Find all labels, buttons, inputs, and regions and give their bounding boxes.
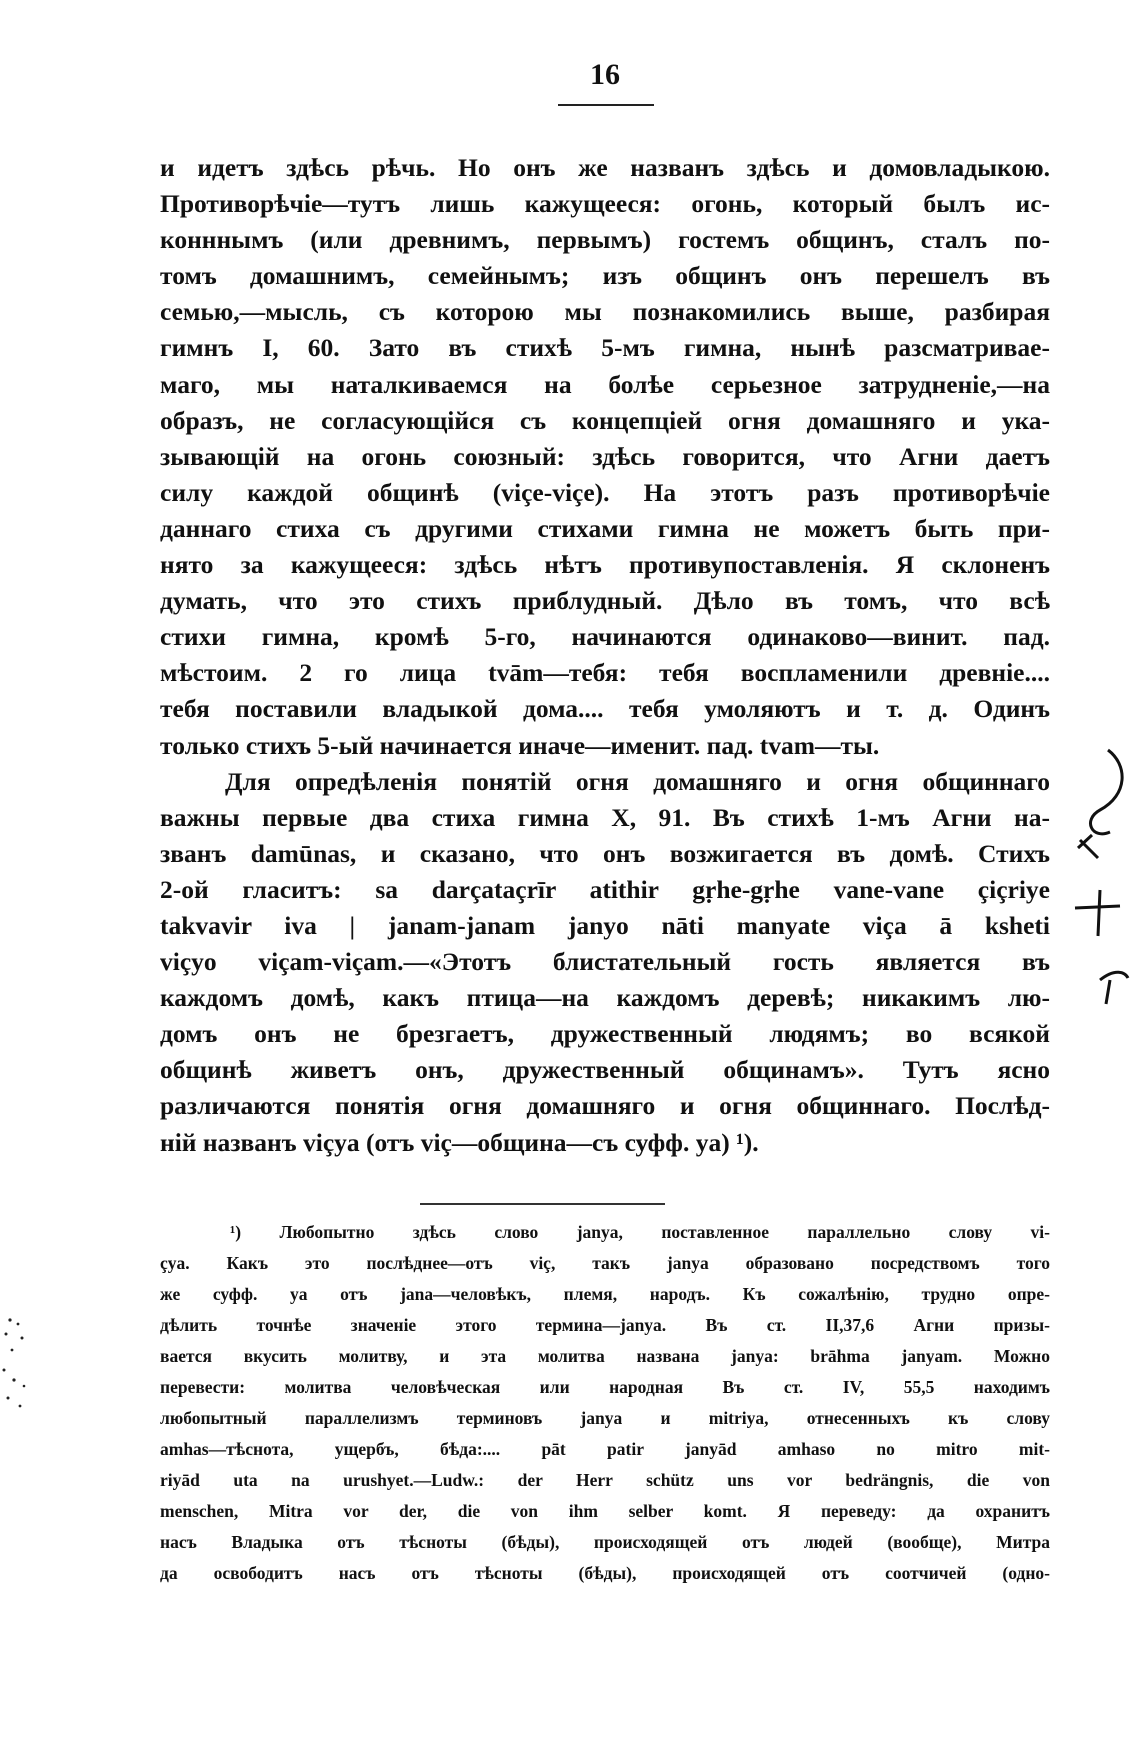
body-line: домъ онъ не брезгаетъ, дружественный людямъ; во всякой	[160, 1019, 1050, 1049]
body-text	[160, 150, 1050, 1161]
body-line: ній названъ viçya (отъ viç—община—съ суфф. ya) ¹).	[160, 1127, 759, 1157]
body-line: каждомъ домѣ, какъ птица—на каждомъ деревѣ; никакимъ лю-	[160, 983, 1050, 1013]
body-line: семью,—мысль, съ которою мы познакомились выше, разбирая	[160, 297, 1050, 327]
footnote-rule	[420, 1203, 665, 1205]
body-line: маго, мы наталкиваемся на болѣе серьезное затрудненіе,—на	[160, 369, 1050, 399]
body-line: Для опредѣленія понятій огня домашняго и огня общиннаго	[225, 766, 1050, 796]
footnote-line: çya. Какъ это послѣднее—отъ viç, такъ janya образовано посредствомъ того	[160, 1253, 1050, 1273]
footnote-line: menschen, Mitra vor der, die von ihm selber komt. Я переведу: да охранитъ	[160, 1501, 1050, 1521]
body-line: даннаго стиха съ другими стихами гимна не можетъ быть при-	[160, 513, 1050, 543]
body-line: важны первые два стиха гимна X, 91. Въ стихѣ 1-мъ Агни на-	[160, 802, 1050, 832]
body-line: и идетъ здѣсь рѣчь. Но онъ же названъ здѣсь и домовладыкою.	[160, 153, 1050, 182]
footnote-line: riyād uta na urushyet.—Ludw.: der Herr schütz uns vor bedrängnis, die von	[160, 1470, 1050, 1490]
body-line: 2-ой гласитъ: sa darçataçrīr atithir gṛhe-gṛhe vane-vane çiçriye	[160, 874, 1050, 904]
footnote-line: любопытный параллелизмъ терминовъ janya и mitriya, отнесенныхъ къ слову	[160, 1408, 1050, 1428]
body-line: званъ damūnas, и сказано, что онъ возжигается въ домѣ. Стихъ	[160, 838, 1050, 868]
footnote-line: перевести: молитва человѣческая или народная Въ ст. IV, 55,5 находимъ	[160, 1377, 1050, 1397]
footnote-line: дѣлить точнѣе значеніе этого термина—janya. Въ ст. II,37,6 Агни призы-	[160, 1315, 1050, 1335]
body-line: takvavir iva | janam-janam janyo nāti manyate viça ā ksheti	[160, 910, 1050, 940]
body-line: стихи гимна, кромѣ 5-го, начинаются одинаково—винит. пад.	[160, 622, 1050, 652]
footnote-line: ¹) Любопытно здѣсь слово janya, поставленное параллельно слову vi-	[230, 1222, 1050, 1242]
body-line: зывающій на огонь союзный: здѣсь говорится, что Агни даетъ	[160, 441, 1050, 471]
footnote-line: вается вкусить молитву, и эта молитва названа janya: brāhma janyam. Можно	[160, 1346, 1050, 1366]
body-line: Противорѣчіе—тутъ лишь кажущееся: огонь, который былъ ис-	[160, 189, 1050, 219]
body-line: конннымъ (или древнимъ, первымъ) гостемъ общинъ, сталъ по-	[160, 225, 1050, 255]
body-line: думать, что это стихъ приблудный. Дѣло въ томъ, что всѣ	[160, 586, 1050, 616]
body-line: различаются понятія огня домашняго и огня общиннаго. Послѣд-	[160, 1091, 1050, 1121]
footnote-line: да освободитъ насъ отъ тѣсноты (бѣды), происходящей отъ соотчичей (одно-	[160, 1563, 1050, 1583]
stray-print-marks	[0, 1310, 40, 1420]
body-line: гимнъ I, 60. Зато въ стихѣ 5-мъ гимна, нынѣ разсматривае-	[160, 333, 1050, 363]
body-line: нято за кажущееся: здѣсь нѣтъ противупоставленія. Я склоненъ	[160, 550, 1050, 580]
body-line: общинѣ живетъ онъ, дружественный общинамъ». Тутъ ясно	[160, 1055, 1050, 1085]
body-line: viçyo viçam-viçam.—«Этотъ блистательный гость является въ	[160, 947, 1050, 977]
body-line: только стихъ 5-ый начинается иначе—именит. пад. tvam—ты.	[160, 730, 880, 760]
page-number: 16	[590, 58, 620, 91]
page-number-rule	[558, 104, 654, 106]
body-line: образъ, не согласующійся съ концепціей огня домашняго и ука-	[160, 405, 1050, 435]
footnote-line: amhas—тѣснота, ущербъ, бѣда:.... pāt patir janyād amhaso no mitro mit-	[160, 1439, 1050, 1459]
handwritten-margin-marks	[1070, 740, 1135, 1040]
footnote-line: же суфф. ya отъ jana—человѣкъ, племя, народъ. Къ сожалѣнію, трудно опре-	[160, 1284, 1050, 1304]
body-line: силу каждой общинѣ (viçe-viçe). На этотъ разъ противорѣчіе	[160, 477, 1050, 507]
body-line: томъ домашнимъ, семейнымъ; изъ общинъ онъ перешелъ въ	[160, 261, 1050, 291]
body-line: тебя поставили владыкой дома.... тебя умоляютъ и т. д. Одинъ	[160, 694, 1050, 724]
footnotes	[160, 1217, 1050, 1589]
body-line: мѣстоим. 2 го лица tvām—тебя: тебя воспламенили древніе....	[160, 658, 1050, 688]
footnote-line: насъ Владыка отъ тѣсноты (бѣды), происходящей отъ людей (вообще), Митра	[160, 1532, 1050, 1552]
